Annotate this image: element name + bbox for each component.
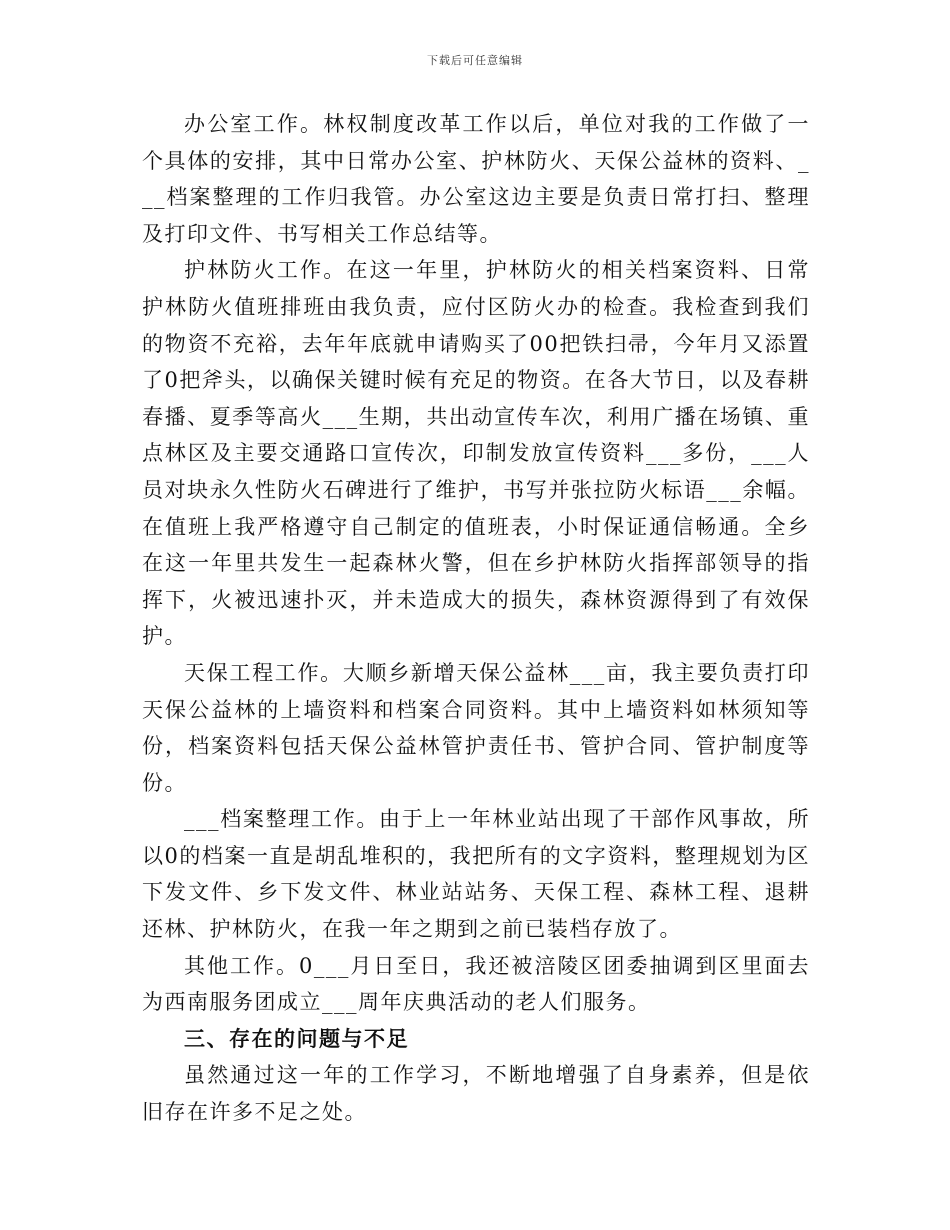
document-body <box>142 106 810 1131</box>
page-header: 下载后可任意编辑 <box>427 54 523 67</box>
paragraph-other-work: 其他工作。0___月日至日，我还被涪陵区团委抽调到区里面去为西南服务团成立___周年庆典活动的老人们服务。 <box>142 953 810 1015</box>
paragraph-office-work: 办公室工作。林权制度改革工作以后，单位对我的工作做了一个具体的安排，其中日常办公室、护林防火、天保公益林的资料、___档案整理的工作归我管。办公室这边主要是负责日常打扫、整理及打印文件、书写相关工作总结等。 <box>142 112 810 246</box>
section-heading: 三、存在的问题与不足 <box>184 1025 409 1051</box>
paragraph-fire-prevention: 护林防火工作。在这一年里，护林防火的相关档案资料、日常护林防火值班排班由我负责，应付区防火办的检查。我检查到我们的物资不充裕，去年年底就申请购买了00把铁扫帚，今年月又添置了0把斧头，以确保关键时候有充足的物资。在各大节日，以及春耕春播、夏季等高火___生期，共出动宣传车次，利用广播在场镇、重点林区及主要交通路口宣传次，印制发放宣传资料___多份，___人员对块永久性防火石碑进行了维护，书写并张拉防火标语___余幅。在值班上我严格遵守自己制定的值班表，小时保证通信畅通。全乡在这一年里共发生一起森林火警，但在乡护林防火指挥部领导的指挥下，火被迅速扑灭，并未造成大的损失，森林资源得到了有效保护。 <box>142 258 810 649</box>
paragraph-archive-work: ___档案整理工作。由于上一年林业站出现了干部作风事故，所以0的档案一直是胡乱堆积的，我把所有的文字资料，整理规划为区下发文件、乡下发文件、林业站站务、天保工程、森林工程、退耕还林、护林防火，在我一年之期到之前已装档存放了。 <box>142 807 810 942</box>
paragraph-forest-protection: 天保工程工作。大顺乡新增天保公益林___亩，我主要负责打印天保公益林的上墙资料和档案合同资料。其中上墙资料如林须知等份，档案资料包括天保公益林管护责任书、管护合同、管护制度等份。 <box>142 660 810 795</box>
paragraph-closing: 虽然通过这一年的工作学习，不断地增强了自身素养，但是依旧存在许多不足之处。 <box>142 1063 810 1125</box>
